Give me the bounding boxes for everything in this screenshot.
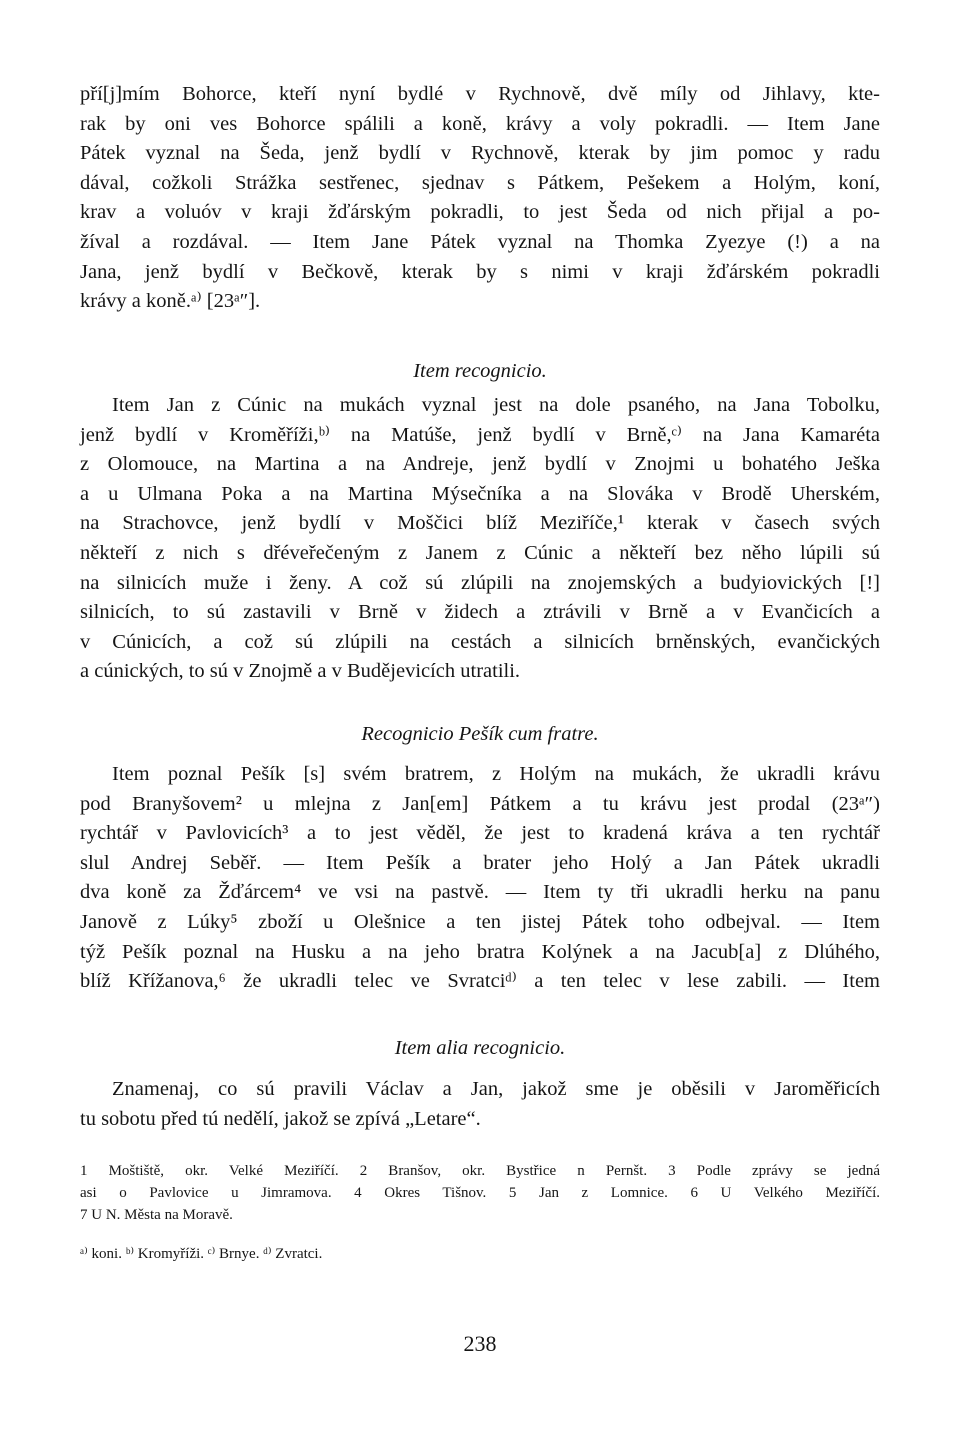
paragraph bbox=[80, 760, 880, 997]
section-heading: Item alia recognicio. bbox=[394, 1037, 566, 1059]
text-line: Pátek vyznal na Šeda, jenž bydlí v Rychnově, kterak by jim pomoc y radu bbox=[80, 142, 880, 165]
paragraph-continued bbox=[80, 80, 880, 317]
text-line: Znamenaj, co sú pravili Václav a Jan, jakož sme je oběsili v Jaroměřicích bbox=[112, 1078, 880, 1100]
footnote-line: asi o Pavlovice u Jimramova. 4 Okres Tišnov. 5 Jan z Lomnice. 6 U Velkého Meziříčí. bbox=[80, 1185, 880, 1201]
text-line: Jana, jenž bydlí v Bečkově, kterak by s nimi v kraji žďárském pokradli bbox=[80, 260, 880, 283]
text-line: tu sobotu před tú nedělí, jakož se zpívá „Letare“. bbox=[80, 1107, 481, 1130]
text-line: na silnicích muže i ženy. A což sú zlúpili na znojemských a budyiovických [!] bbox=[80, 571, 880, 594]
text-line: jenž bydlí v Kroměříži,ᵇ⁾ na Matúše, jenž bydlí v Brně,ᶜ⁾ na Jana Kamaréta bbox=[80, 423, 880, 446]
text-line: rychtář v Pavlovicích³ a to jest věděl, že jest to kradená kráva a ten rychtář bbox=[80, 822, 880, 845]
text-line: někteří z nich s dřéveřečeným z Janem z Cúnic a někteří bez něho lúpili sú bbox=[80, 541, 880, 564]
text-line: krávy a koně.ᵃ⁾ [23ᵃ″]. bbox=[80, 290, 261, 313]
text-line: a u Ulmana Poka a na Martina Mýsečníka a na Slováka v Brodě Uherském, bbox=[80, 482, 880, 505]
paragraph bbox=[80, 391, 880, 687]
page-number: 238 bbox=[463, 1331, 497, 1356]
text-line: Janově z Lúky⁵ zboží u Olešnice a ten jistej Pátek toho odbejval. — Item bbox=[80, 910, 880, 933]
text-line: z Olomouce, na Martina a na Andreje, jenž bydlí v Znojmi u bohatého Ješka bbox=[80, 453, 880, 476]
text-line: Item poznal Pešík [s] svém bratrem, z Holým na mukách, že ukradli krávu bbox=[112, 763, 880, 785]
text-line: dva koně za Žďárcem⁴ ve vsi na pastvě. — Item ty tři ukradli herku na panu bbox=[80, 881, 880, 904]
text-line: rak by oni ves Bohorce spálili a koně, krávy a voly pokradli. — Item Jane bbox=[80, 112, 880, 135]
text-line: dával, cožkoli Strážka sestřenec, sjednav s Pátkem, Pešekem a Holým, koní, bbox=[80, 171, 880, 194]
footnote-line: 1 Moštiště, okr. Velké Meziříčí. 2 Branšov, okr. Bystřice n Pernšt. 3 Podle zprávy se jedná bbox=[80, 1163, 880, 1179]
text-line: blíž Křížanova,⁶ že ukradli telec ve Svratciᵈ⁾ a ten telec v lese zabili. — Item bbox=[80, 970, 880, 993]
text-line: silnicích, to sú zastavili v Brně v židech a ztrávili v Brně a v Evančicích a bbox=[80, 601, 880, 624]
variant-notes bbox=[80, 1243, 880, 1265]
text-line: týž Pešík poznal na Husku a na jeho bratra Kolýnek a na Jacub[a] z Dlúhého, bbox=[80, 940, 880, 963]
variant-notes-line: ᵃ⁾ koni. ᵇ⁾ Kromyříži. ᶜ⁾ Brnye. ᵈ⁾ Zvratci. bbox=[80, 1246, 323, 1262]
paragraph bbox=[80, 1075, 880, 1134]
text-line: v Cúnicích, a což sú zlúpili na cestách a silnicích brněnských, evančických bbox=[80, 630, 880, 653]
text-line: Item Jan z Cúnic na mukách vyznal jest na dole psaného, na Jana Tobolku, bbox=[112, 394, 880, 416]
footnote-line: 7 U N. Města na Moravě. bbox=[80, 1207, 233, 1223]
text-line: krav a voluóv v kraji žďárským pokradli, to jest Šeda od nich přijal a po- bbox=[80, 201, 880, 224]
text-line: na Strachovce, jenž bydlí v Moščici blíž Meziříče,¹ kterak v časech svých bbox=[80, 512, 880, 535]
text-line: pří[j]mím Bohorce, kteří nyní bydlé v Rychnově, dvě míly od Jihlavy, kte- bbox=[80, 83, 880, 105]
footnotes bbox=[80, 1160, 880, 1226]
text-line: žíval a rozdával. — Item Jane Pátek vyznal na Thomka Zyezye (!) a na bbox=[80, 230, 880, 253]
section-heading: Item recognicio. bbox=[413, 360, 547, 382]
text-line: slul Andrej Seběř. — Item Pešík a brater jeho Holý a Jan Pátek ukradli bbox=[80, 851, 880, 874]
text-line: pod Branyšovem² u mlejna z Jan[em] Pátkem a tu krávu jest prodal (23ᵃ″) bbox=[80, 792, 880, 815]
text-line: a cúnických, to sú v Znojmě a v Budějevicích utratili. bbox=[80, 660, 521, 683]
section-heading: Recognicio Pešík cum fratre. bbox=[361, 723, 599, 745]
